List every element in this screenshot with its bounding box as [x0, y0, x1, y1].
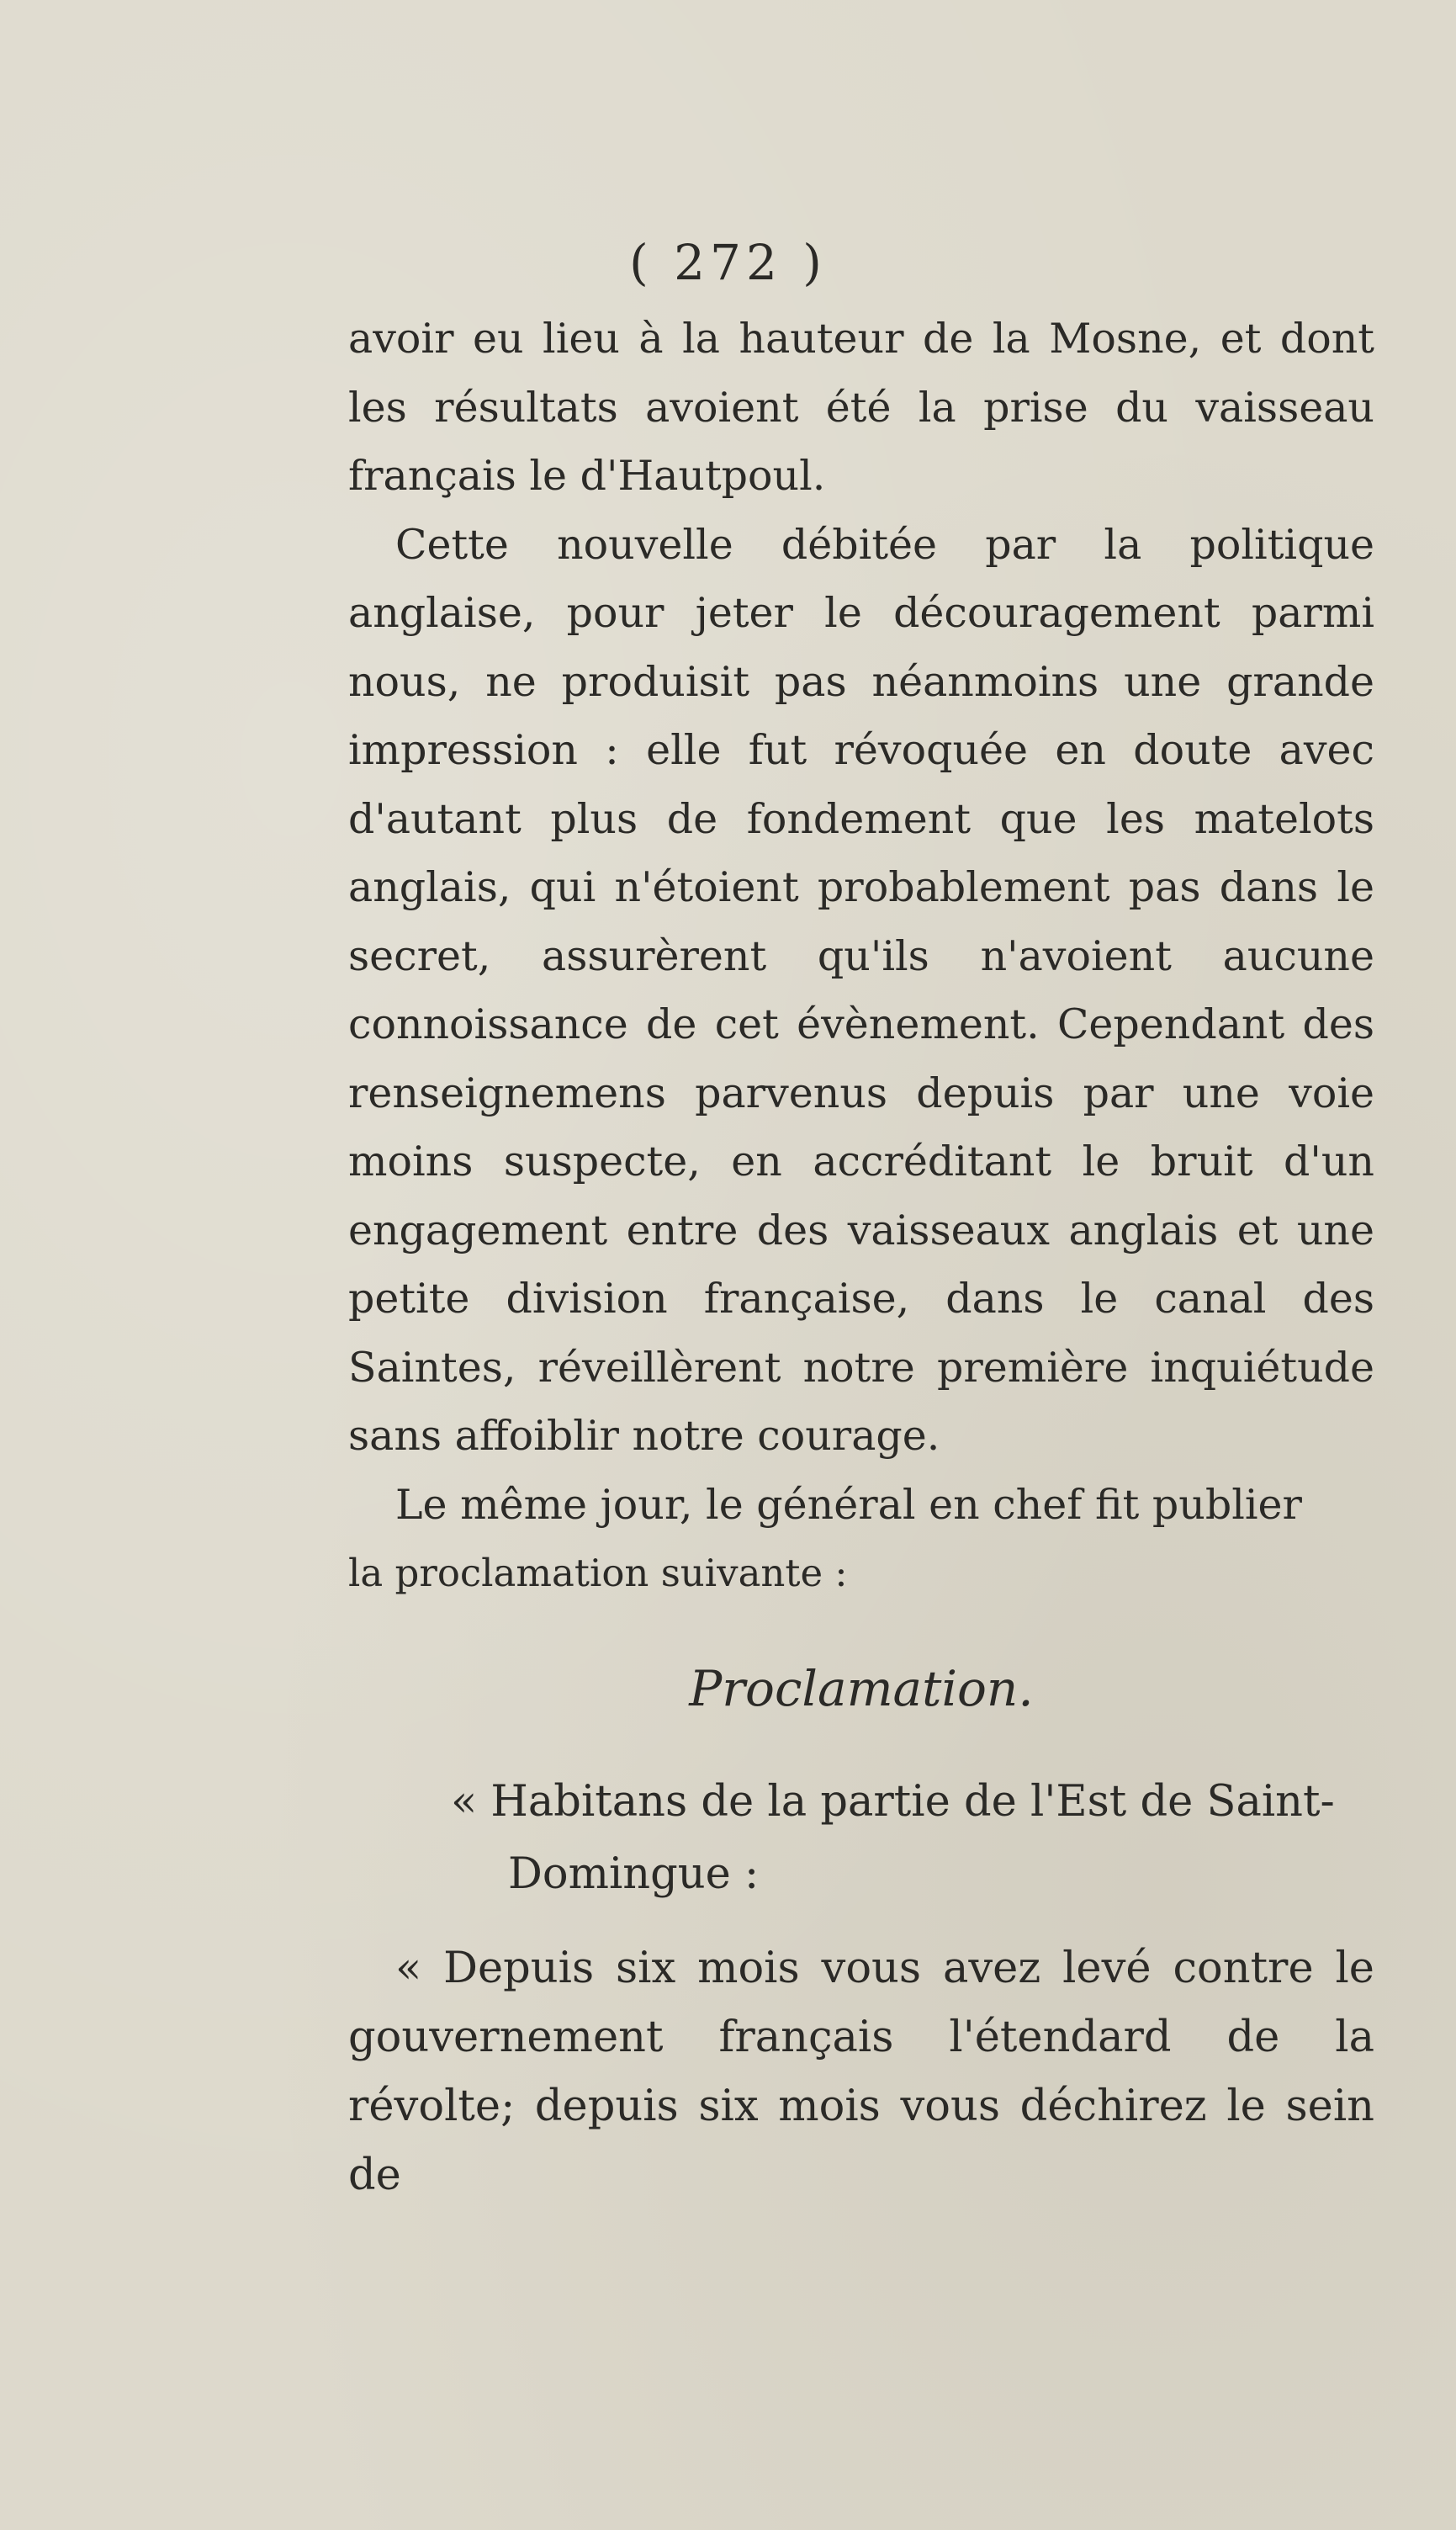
paragraph-news: Cette nouvelle débitée par la politique anglaise, pour jeter le découragement parmi nous, ne produisit pas néanmoins une grande impression : elle fut révoquée en doute avec d'autant plus de fondement que les matelots anglais, qui n'étoient probablement pas dans le secret, assurèrent qu'ils n'avoient aucune connoissance de cet évènement. Cependant des renseignemens parvenus depuis par une voie moins suspecte, en accréditant le bruit d'un engagement entre des vaisseaux anglais et une petite division française, dans le canal des Saintes, réveillèrent notre première inquiétude sans affoiblir notre courage. [348, 520, 1374, 1460]
paragraph-continuation: avoir eu lieu à la hauteur de la Mosne, et dont les résultats avoient été la prise du vaisseau français le d'Hautpoul. [348, 315, 1374, 500]
page-number: ( 272 ) [629, 234, 827, 291]
paragraph-proclamation-intro: la proclamation suivante : [348, 1551, 848, 1595]
paragraph-same-day: Le même jour, le général en chef fit publier [395, 1480, 1302, 1529]
text-block [348, 305, 1374, 2210]
proclamation-text: « Depuis six mois vous avez levé contre le gouvernement français l'étendard de la révolte; depuis six mois vous déchirez le sein de [348, 1943, 1374, 2200]
proclamation-heading: Proclamation. [689, 1659, 1034, 1717]
proclamation-address: « Habitans de la partie de l'Est de Saint-Domingue : [451, 1776, 1335, 1899]
